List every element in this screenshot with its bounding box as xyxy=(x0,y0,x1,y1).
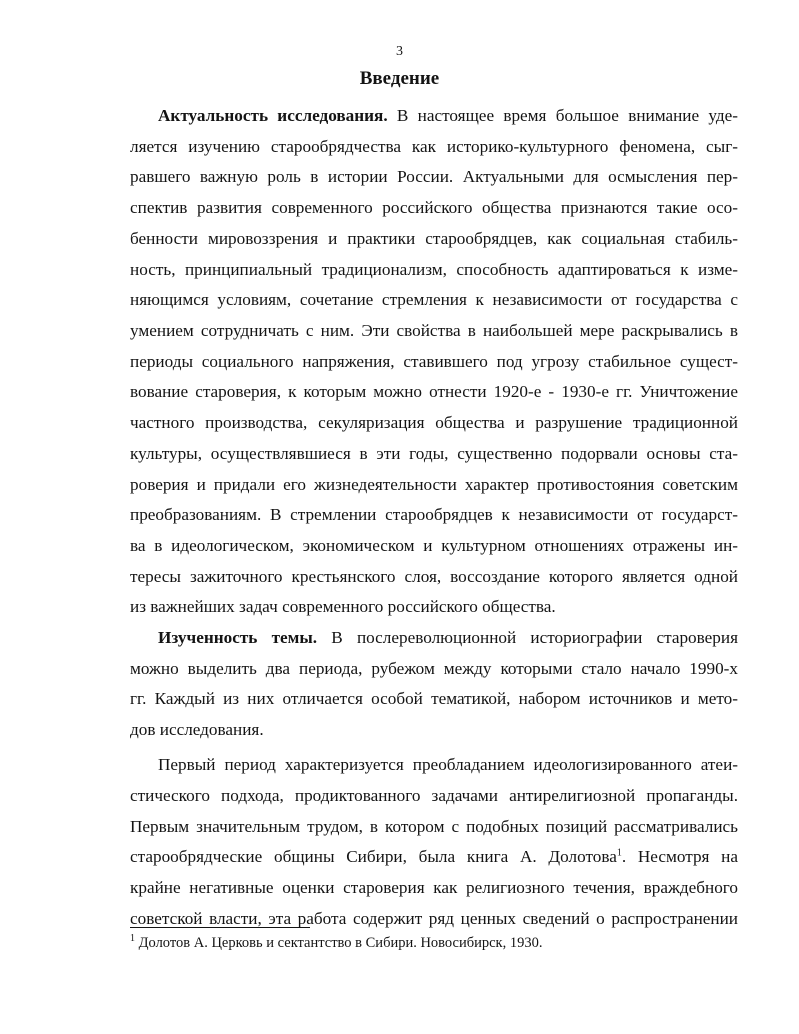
page-number: 3 xyxy=(396,44,403,59)
footnote-mark: 1 xyxy=(130,933,135,945)
paragraph-line: умением сотрудничать с ним. Эти свойства в наибольшей мере раскрывались в xyxy=(130,321,738,340)
page-title: Введение xyxy=(359,68,440,89)
paragraph-line: ва в идеологическом, экономическом и культурном отношениях отражены ин- xyxy=(130,536,738,555)
paragraph-line: тересы зажиточного крестьянского слоя, воссоздание которого является одной xyxy=(130,567,738,586)
paragraph-line: гг. Каждый из них отличается особой тематикой, набором источников и мето- xyxy=(130,689,738,708)
text-span: старообрядческие общины Сибири, была книга А. Долотова xyxy=(130,847,617,866)
paragraph-line: ность, принципиальный традиционализм, способность адаптироваться к изме- xyxy=(130,260,738,279)
paragraph-line: ляется изучению старообрядчества как историко-культурного феномена, сыг- xyxy=(130,137,738,156)
paragraph-line: дов исследования. xyxy=(130,720,264,739)
paragraph-line: равшего важную роль в истории России. Актуальными для осмысления пер- xyxy=(130,167,738,186)
paragraph-line: периоды социального напряжения, ставившего под угрозу стабильное сущест- xyxy=(130,352,738,371)
section-heading-relevance: Актуальность исследования. xyxy=(158,106,388,125)
paragraph-line xyxy=(130,847,738,867)
paragraph-line: роверия и придали его жизнедеятельности характер противостояния советским xyxy=(130,475,738,494)
paragraph-line: советской власти, эта работа содержит ряд ценных сведений о распространении xyxy=(130,909,738,928)
text-span: В настоящее время большое внимание уде- xyxy=(387,106,739,125)
section-heading-study: Изученность темы. xyxy=(158,628,318,647)
paragraph-line: преобразованиям. В стремлении старообрядцев к независимости от государст- xyxy=(130,505,738,524)
paragraph-line xyxy=(158,106,738,126)
paragraph-line: стического подхода, продиктованного задачами антирелигиозной пропаганды. xyxy=(130,786,738,805)
footnote-text: Долотов А. Церковь и сектантство в Сибири. Новосибирск, 1930. xyxy=(135,935,543,951)
text-span: . Несмотря на xyxy=(621,847,739,866)
paragraph-line: из важнейших задач современного российского общества. xyxy=(130,597,556,616)
paragraph-line: частного производства, секуляризация общества и разрушение традиционной xyxy=(130,413,738,432)
footnote-divider xyxy=(130,927,310,928)
text-span: В послереволюционной историографии староверия xyxy=(317,628,738,647)
paragraph-line: крайне негативные оценки староверия как религиозного течения, враждебного xyxy=(130,878,738,897)
paragraph-line: Первый период характеризуется преобладанием идеологизированного атеи- xyxy=(158,755,738,774)
paragraph-line: вование староверия, к которым можно отнести 1920-е - 1930-е гг. Уничтожение xyxy=(130,382,738,401)
footnote xyxy=(130,935,738,952)
paragraph-line: Первым значительным трудом, в котором с подобных позиций рассматривались xyxy=(130,817,738,836)
paragraph-line: няющимся условиям, сочетание стремления к независимости от государства с xyxy=(130,290,738,309)
paragraph-line: бенности мировоззрения и практики старообрядцев, как социальная стабиль- xyxy=(130,229,738,248)
paragraph-line: можно выделить два периода, рубежом между которыми стало начало 1990-х xyxy=(130,659,738,678)
footnote-reference: 1 xyxy=(616,847,622,859)
paragraph-line: спектив развития современного российского общества признаются такие осо- xyxy=(130,198,738,217)
paragraph-line: культуры, осуществлявшиеся в эти годы, существенно подорвали основы ста- xyxy=(130,444,738,463)
paragraph-line xyxy=(158,628,738,648)
